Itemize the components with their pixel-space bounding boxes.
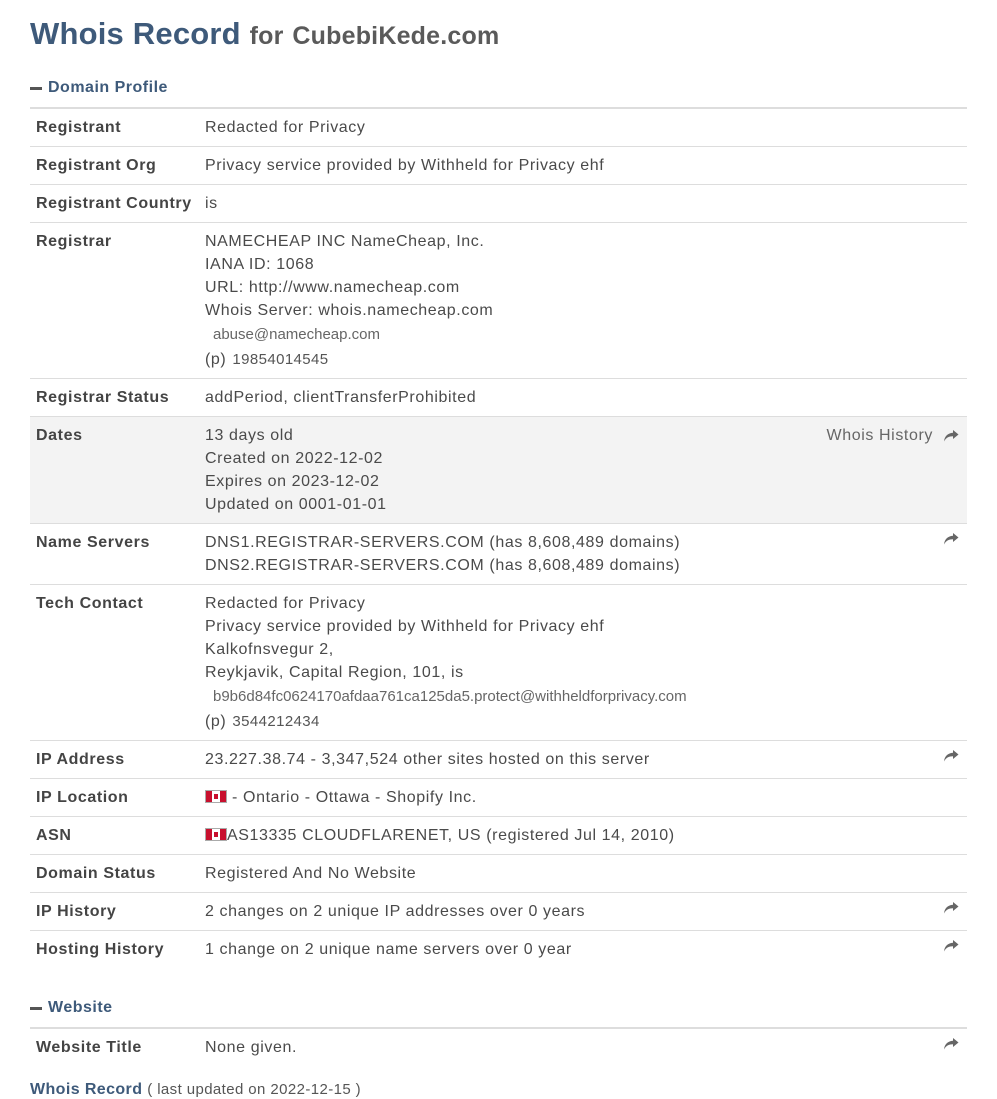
phone-prefix: (p) xyxy=(205,351,227,368)
registrar-phone xyxy=(205,348,967,371)
ip-history-text: 2 changes on 2 unique IP addresses over 0 years xyxy=(205,903,586,920)
canada-flag-icon xyxy=(205,790,227,803)
tech-contact-street: Kalkofnsvegur 2, xyxy=(205,641,334,658)
tech-contact-city: Reykjavik, Capital Region, 101, is xyxy=(205,664,464,681)
ip-address-label: IP Address xyxy=(30,741,205,779)
created-date: Created on 2022-12-02 xyxy=(205,450,384,467)
ip-history-value xyxy=(205,893,967,931)
ip-address-text: 23.227.38.74 - 3,347,524 other sites hosted on this server xyxy=(205,751,650,768)
tech-contact-org: Privacy service provided by Withheld for Privacy ehf xyxy=(205,618,605,635)
whois-history-link[interactable] xyxy=(827,424,959,447)
section-domain-profile-label: Domain Profile xyxy=(48,79,168,96)
domain-profile-table xyxy=(30,107,967,968)
footer-whois-record-link[interactable]: Whois Record xyxy=(30,1081,143,1098)
table-row xyxy=(30,223,967,379)
registrant-org-label: Registrant Org xyxy=(30,147,205,185)
footer xyxy=(30,1081,967,1099)
registrar-status-value: addPeriod, clientTransferProhibited xyxy=(205,379,967,417)
registrant-country-label: Registrant Country xyxy=(30,185,205,223)
table-row xyxy=(30,185,967,223)
ip-history-label: IP History xyxy=(30,893,205,931)
name-server-1: DNS1.REGISTRAR-SERVERS.COM (has 8,608,489 domains) xyxy=(205,534,681,551)
minus-icon[interactable] xyxy=(30,87,42,90)
section-domain-profile[interactable] xyxy=(30,78,967,98)
domain-status-label: Domain Status xyxy=(30,855,205,893)
registrar-name: NAMECHEAP INC NameCheap, Inc. xyxy=(205,233,485,250)
name-servers-value xyxy=(205,524,967,585)
phone-number: 3544212434 xyxy=(232,713,320,730)
dates-value xyxy=(205,417,967,524)
domain-status-value: Registered And No Website xyxy=(205,855,967,893)
registrar-value xyxy=(205,223,967,379)
page-title-for: for xyxy=(249,22,284,50)
table-row-dates xyxy=(30,417,967,524)
hosting-history-value xyxy=(205,931,967,969)
table-row xyxy=(30,893,967,931)
name-servers-label: Name Servers xyxy=(30,524,205,585)
table-row xyxy=(30,524,967,585)
share-arrow-icon[interactable] xyxy=(943,429,959,443)
tech-contact-label: Tech Contact xyxy=(30,585,205,741)
website-table xyxy=(30,1027,967,1066)
table-row xyxy=(30,855,967,893)
name-server-2: DNS2.REGISTRAR-SERVERS.COM (has 8,608,489 domains) xyxy=(205,557,681,574)
ip-address-value xyxy=(205,741,967,779)
tech-contact-name: Redacted for Privacy xyxy=(205,595,366,612)
table-row xyxy=(30,931,967,969)
hosting-history-label: Hosting History xyxy=(36,941,165,958)
domain-age: 13 days old xyxy=(205,427,294,444)
share-arrow-icon[interactable] xyxy=(943,532,959,546)
tech-contact-email: b9b6d84fc0624170afdaa761ca125da5.protect@withheldforprivacy.com xyxy=(213,688,687,705)
registrar-iana: IANA ID: 1068 xyxy=(205,256,315,273)
tech-contact-phone xyxy=(205,710,967,733)
share-arrow-icon[interactable] xyxy=(943,901,959,915)
page-title xyxy=(30,0,967,68)
expires-date: Expires on 2023-12-02 xyxy=(205,473,380,490)
share-arrow-icon[interactable] xyxy=(943,939,959,953)
whois-history-label: Whois History xyxy=(826,427,933,444)
ip-location-value xyxy=(205,779,967,817)
section-website[interactable] xyxy=(30,998,967,1018)
registrar-status-label: Registrar Status xyxy=(30,379,205,417)
website-title-text: None given. xyxy=(205,1039,297,1056)
table-row xyxy=(30,779,967,817)
table-row xyxy=(30,147,967,185)
registrar-label: Registrar xyxy=(30,223,205,379)
asn-label: ASN xyxy=(30,817,205,855)
registrant-country-value: is xyxy=(205,185,967,223)
website-title-value xyxy=(205,1028,967,1066)
share-arrow-icon[interactable] xyxy=(943,1037,959,1051)
section-website-label: Website xyxy=(48,999,113,1016)
table-row xyxy=(30,379,967,417)
phone-number: 19854014545 xyxy=(232,351,329,368)
registrar-whois-server: Whois Server: whois.namecheap.com xyxy=(205,302,494,319)
footer-last-updated: ( last updated on 2022-12-15 ) xyxy=(147,1081,362,1098)
table-row xyxy=(30,741,967,779)
website-title-label: Website Title xyxy=(36,1039,142,1056)
table-row xyxy=(30,817,967,855)
phone-prefix: (p) xyxy=(205,713,227,730)
registrant-value: Redacted for Privacy xyxy=(205,108,967,147)
hosting-history-text: 1 change on 2 unique name servers over 0 year xyxy=(205,941,572,958)
canada-flag-icon xyxy=(205,828,227,841)
table-row xyxy=(30,1028,967,1066)
page-title-domain: CubebiKede.com xyxy=(292,22,500,50)
registrant-org-value: Privacy service provided by Withheld for Privacy ehf xyxy=(205,147,967,185)
updated-date: Updated on 0001-01-01 xyxy=(205,496,387,513)
minus-icon[interactable] xyxy=(30,1007,42,1010)
share-arrow-icon[interactable] xyxy=(943,749,959,763)
ip-location-text: - Ontario - Ottawa - Shopify Inc. xyxy=(232,789,477,806)
asn-value xyxy=(205,817,967,855)
registrant-label: Registrant xyxy=(30,108,205,147)
page-title-main: Whois Record xyxy=(30,16,241,51)
table-row xyxy=(30,108,967,147)
asn-text: AS13335 CLOUDFLARENET, US (registered Jul 14, 2010) xyxy=(227,827,675,844)
registrar-email: abuse@namecheap.com xyxy=(213,326,380,343)
dates-label: Dates xyxy=(30,417,205,524)
ip-location-label: IP Location xyxy=(30,779,205,817)
tech-contact-value xyxy=(205,585,967,741)
registrar-url: URL: http://www.namecheap.com xyxy=(205,279,460,296)
table-row xyxy=(30,585,967,741)
